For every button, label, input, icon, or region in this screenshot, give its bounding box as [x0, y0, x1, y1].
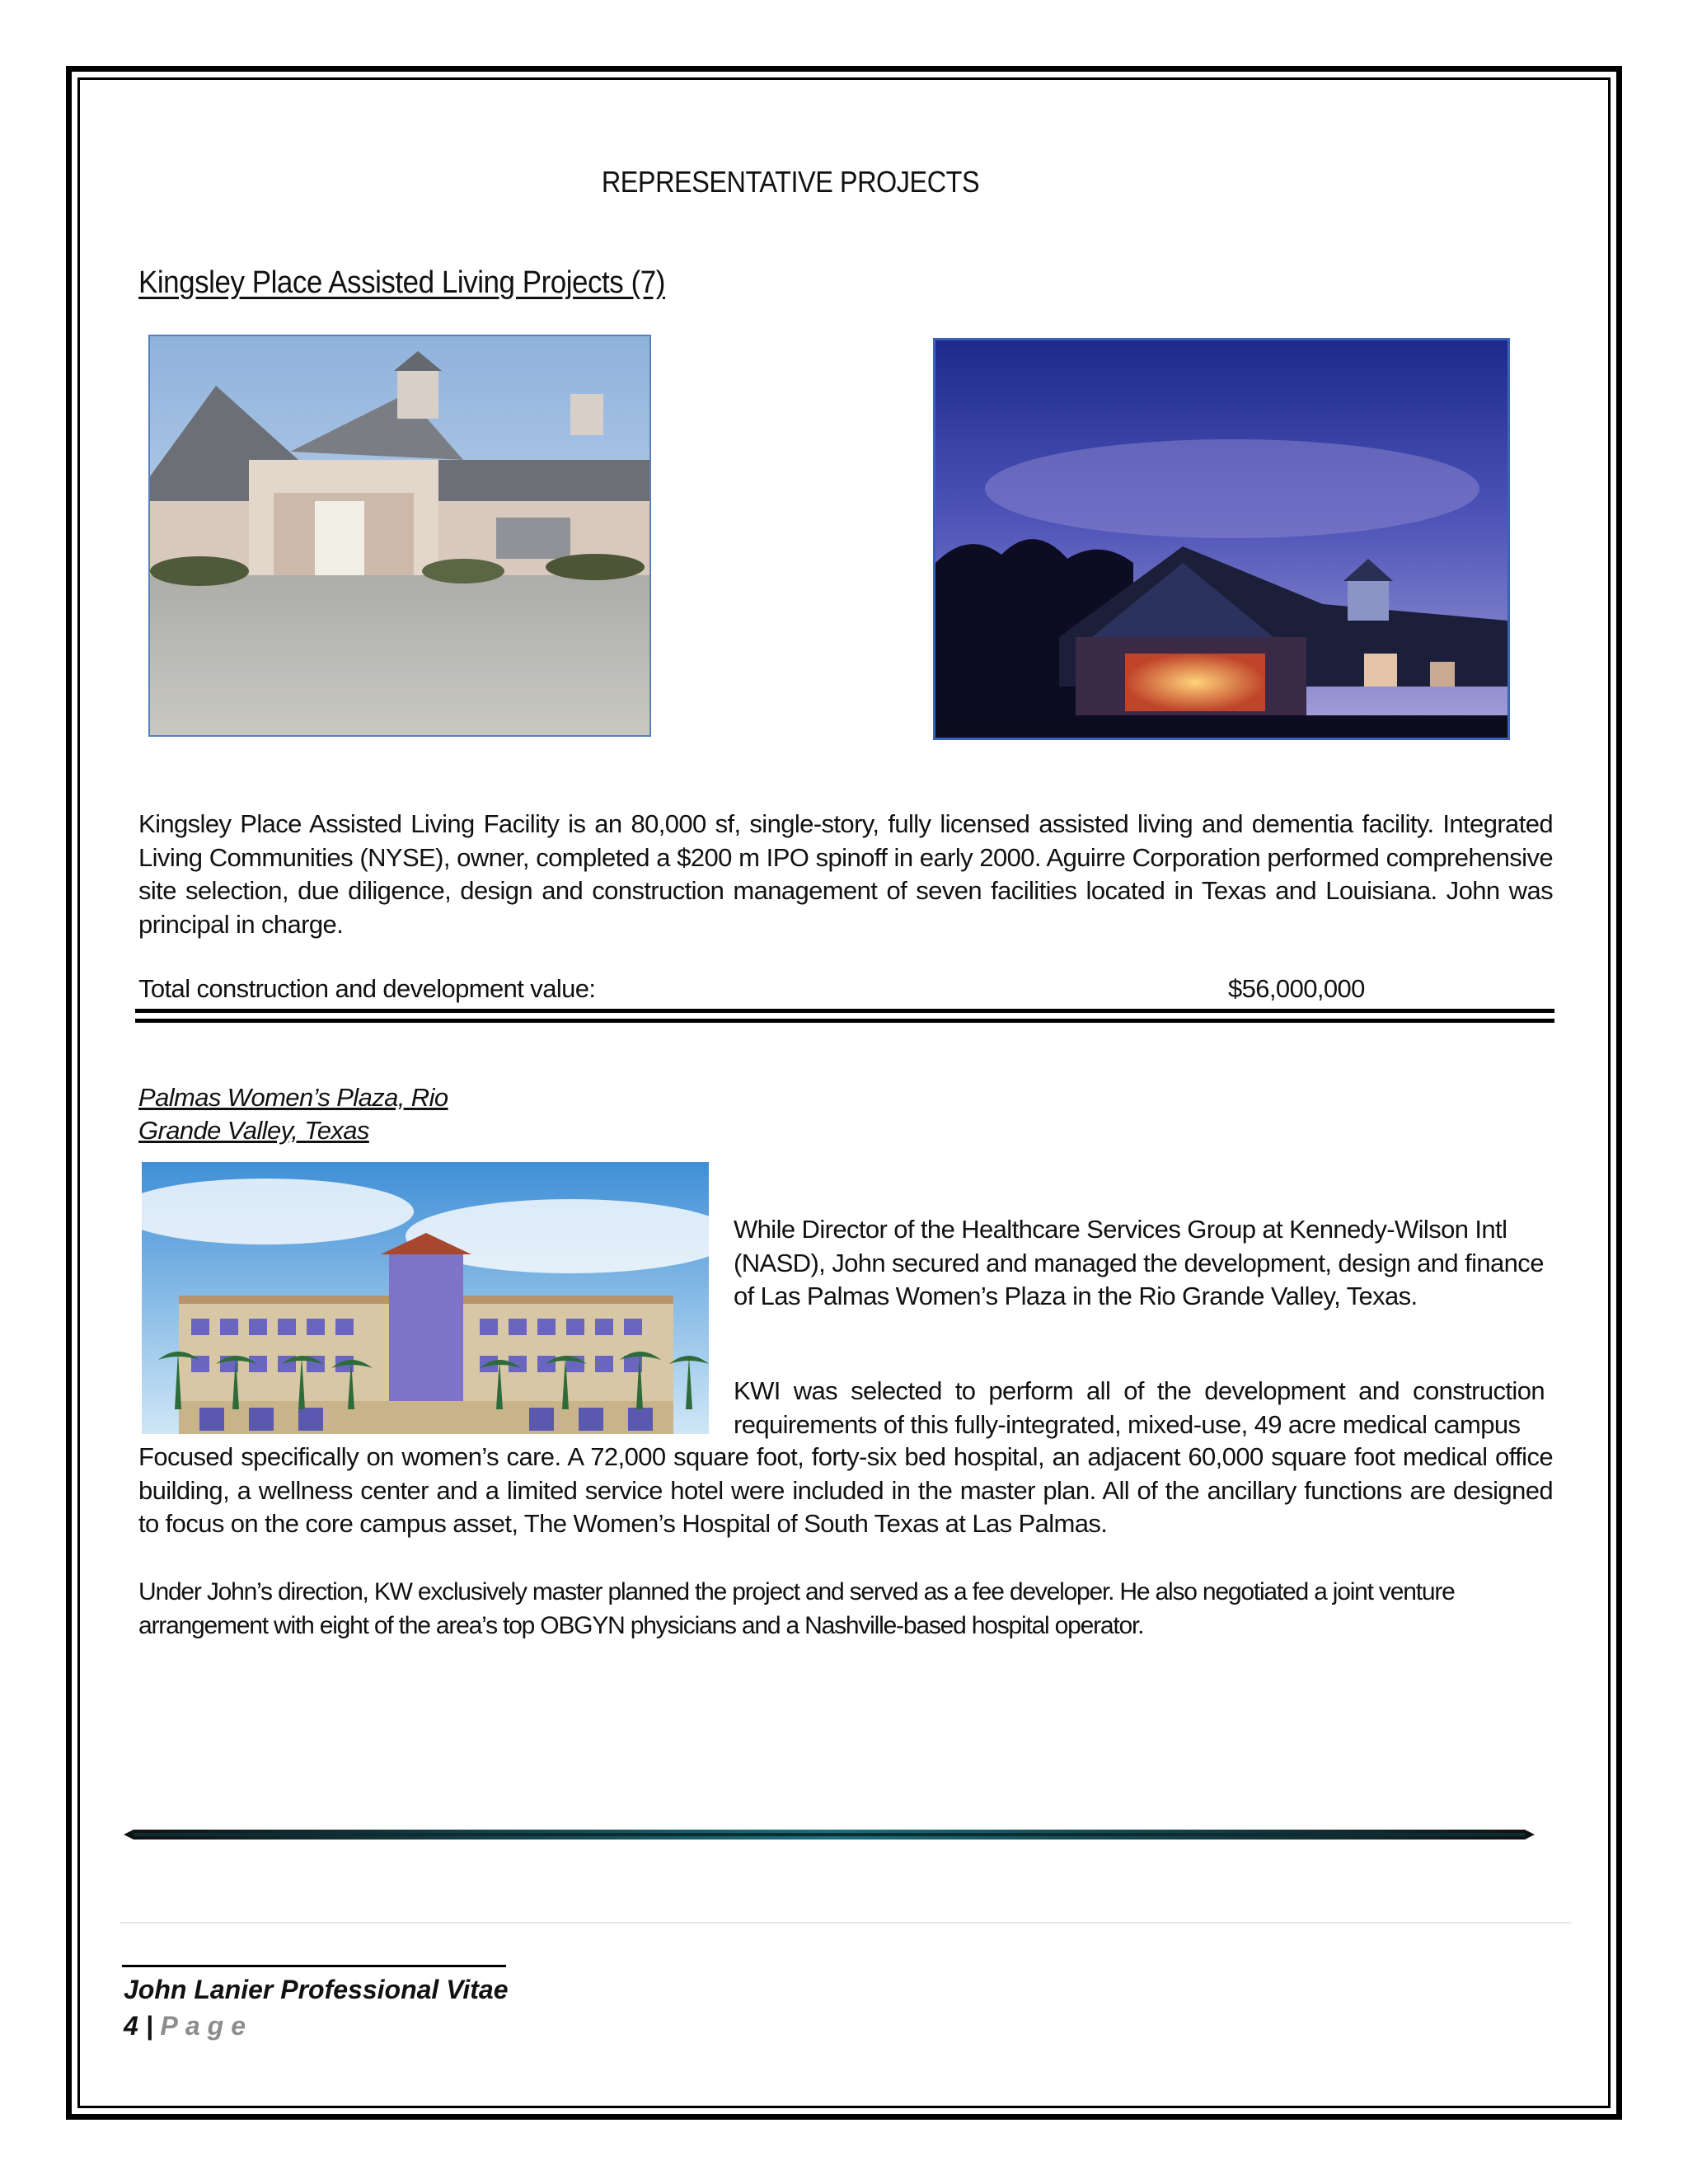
palmas-intro-paragraph: While Director of the Healthcare Services Group at Kennedy-Wilson Intl (NASD), John secured and managed the development, design and finance of Las Palmas Women’s Plaza in the Rio Grande Valley, Texas.: [734, 1215, 1544, 1310]
section-divider-top: [135, 1009, 1554, 1013]
kingsley-night-photo: [933, 338, 1510, 740]
palmas-section-heading: Palmas Women’s Plaza, Rio Grande Valley, Texas: [138, 1083, 448, 1145]
page-heading: REPRESENTATIVE PROJECTS: [601, 165, 980, 199]
total-value-label: Total construction and development value:: [138, 974, 596, 1003]
palmas-rendering: [142, 1162, 709, 1434]
kingsley-description: Kingsley Place Assisted Living Facility is an 80,000 sf, single-story, fully licensed assisted living and dementia facility. Integrated Living Communities (NYSE), owner, completed a $200 m IPO spinoff in early 2000. Aguirre Corporation performed comprehensive site selection, due diligence, design and construction management of seven facilities located in Texas and Louisiana. John was principal in charge.: [138, 809, 1553, 939]
footer-page-number: [124, 2011, 253, 2041]
kingsley-section-heading: Kingsley Place Assisted Living Projects (7): [138, 265, 665, 300]
footer-divider: [120, 1922, 1571, 1924]
total-value-amount: $56,000,000: [1228, 974, 1365, 1003]
page-number: 4: [124, 2011, 138, 2041]
footer-title: John Lanier Professional Vitae: [124, 1975, 509, 2004]
palmas-kwi-paragraph-continued: Focused specifically on women’s care. A 72,000 square foot, forty-six bed hospital, an adjacent 60,000 square foot medical office building, a wellness center and a limited service hotel were included in the master plan. All of the ancillary functions are designed to focus on the core campus asset, The Women’s Hospital of South Texas at Las Palmas.: [138, 1442, 1553, 1538]
footer-title-rule: [122, 1965, 506, 1967]
section-divider-bottom: [135, 1019, 1554, 1023]
kingsley-day-photo: [148, 335, 651, 737]
decorative-divider: [124, 1830, 1535, 1840]
page-label: Page: [160, 2011, 254, 2041]
palmas-kwi-paragraph-start: KWI was selected to perform all of the development and construction requirements of this fully-integrated, mixed-use, 49 acre medical campus: [734, 1376, 1545, 1439]
palmas-direction-paragraph: Under John’s direction, KW exclusively master planned the project and served as a fee developer. He also negotiated a joint venture arrangement with eight of the area’s top OBGYN physicians and a Nashville-based hospital operator.: [138, 1578, 1455, 1639]
page-separator: |: [145, 2011, 153, 2041]
